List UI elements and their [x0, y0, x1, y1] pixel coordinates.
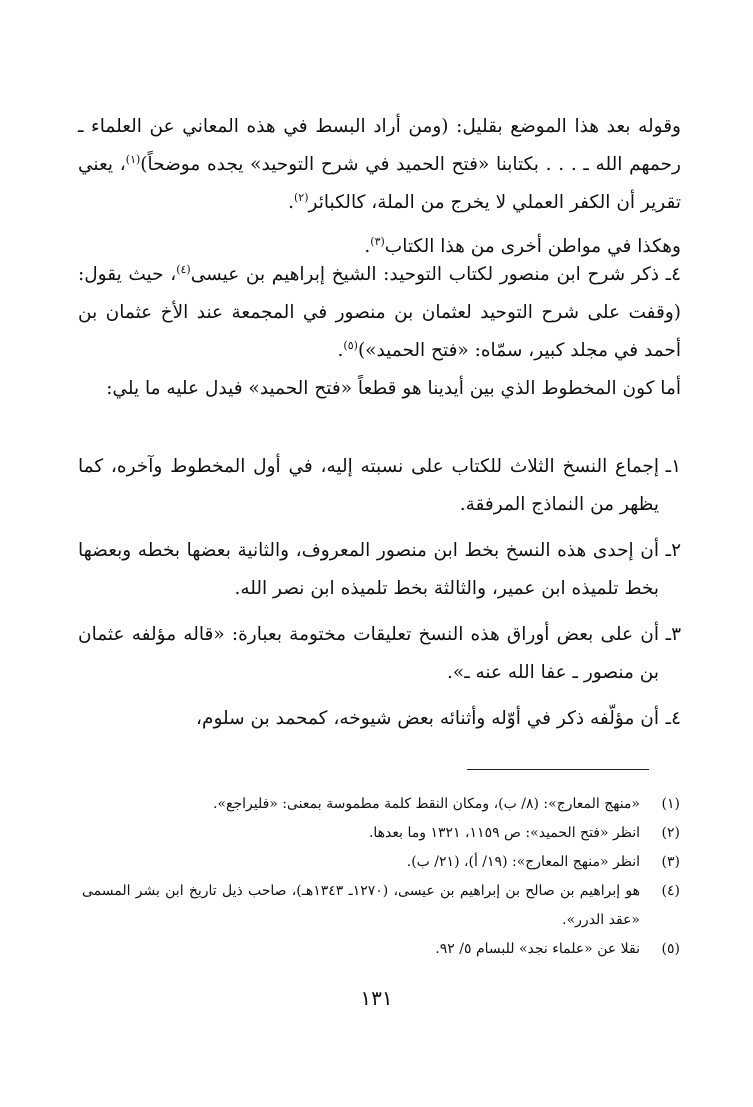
footnote	[82, 819, 680, 848]
footnote-text: انظر «منهج المعارج»: (١٩/ أ)، (٢١/ ب).	[406, 854, 640, 870]
footnotes	[82, 790, 680, 964]
list-item	[78, 532, 681, 608]
footnote-ref[interactable]: (٣)	[370, 234, 385, 248]
paragraph-point-4	[78, 256, 681, 370]
evidence-list	[78, 448, 681, 746]
footnote	[82, 877, 680, 935]
paragraph-text: وهكذا في مواطن أخرى من هذا الكتاب	[384, 236, 681, 257]
footnote-number: (٥)	[661, 941, 680, 957]
footnote-text: «منهج المعارج»: (٨/ ب)، ومكان النقط كلمة مطموسة بمعنى: «فليراجع».	[212, 796, 640, 812]
list-item-text: إجماع النسخ الثلاث للكتاب على نسبته إليه، في أول المخطوط وآخره، كما يظهر من النماذج المرفقة.	[78, 456, 659, 515]
list-item	[78, 616, 681, 692]
paragraph-text: ، حيث يقول: (وقفت على شرح التوحيد لعثمان بن منصور في المجمعة عند الأخ عثمان بن أحمد في مجلد كبير، سمّاه: «فتح الحميد»)	[78, 264, 681, 361]
footnote-number: (٤)	[661, 883, 680, 899]
paragraph-text: ، يعني تقرير أن الكفر العملي لا يخرج من الملة، كالكبائر	[78, 154, 681, 213]
footnote-number: (٢)	[661, 825, 680, 841]
paragraph-text: .	[288, 192, 294, 213]
page-number: ١٣١	[360, 986, 393, 1010]
footnote-divider	[467, 769, 649, 770]
footnote	[82, 848, 680, 877]
paragraph-text: .	[337, 340, 344, 361]
list-number: ٢ـ	[665, 540, 681, 561]
footnote	[82, 790, 680, 819]
footnote-number: (٣)	[661, 854, 680, 870]
paragraph-evidence-intro	[78, 370, 681, 408]
list-item	[78, 700, 681, 738]
footnote-number: (١)	[661, 796, 680, 812]
footnote-ref[interactable]: (٢)	[294, 190, 309, 204]
paragraph-text: وقوله بعد هذا الموضع بقليل: (ومن أراد البسط في هذه المعاني عن العلماء ـ رحمهم الله ـ . . . بكتابنا «فتح الحميد في شرح التوحيد» يجده موضحاً)	[78, 116, 681, 175]
footnote-text: انظر «فتح الحميد»: ص ١١٥٩، ١٣٢١ وما بعدها.	[368, 825, 640, 841]
footnote-text: هو إبراهيم بن صالح بن إبراهيم بن عيسى، (١٢٧٠ـ ١٣٤٣هـ)، صاحب ذيل تاريخ ابن بشر المسمى «عقد الدرر».	[82, 883, 640, 928]
footnote-ref[interactable]: (١)	[125, 152, 141, 166]
footnote-text: نقلا عن «علماء نجد» للبسام ٥/ ٩٢.	[435, 941, 640, 957]
paragraph-text: .	[364, 236, 371, 257]
footnote-ref[interactable]: (٥)	[343, 338, 358, 352]
list-number: ٣ـ	[665, 624, 681, 645]
list-item	[78, 448, 681, 524]
footnote	[82, 935, 680, 964]
list-number: ٤ـ	[665, 708, 681, 729]
footnote-ref[interactable]: (٤)	[176, 262, 191, 276]
paragraph-text: ٤ـ ذكر شرح ابن منصور لكتاب التوحيد: الشيخ إبراهيم بن عيسى	[190, 264, 682, 285]
list-item-text: أن مؤلّفه ذكر في أوّله وأثنائه بعض شيوخه، كمحمد بن سلوم،	[196, 708, 659, 729]
list-number: ١ـ	[665, 456, 681, 477]
list-item-text: أن على بعض أوراق هذه النسخ تعليقات مختومة بعبارة: «قاله مؤلفه عثمان بن منصور ـ عفا الله عنه ـ».	[78, 624, 659, 683]
paragraph-text: أما كون المخطوط الذي بين أيدينا هو قطعاً «فتح الحميد» فيدل عليه ما يلي:	[106, 378, 681, 399]
list-item-text: أن إحدى هذه النسخ بخط ابن منصور المعروف، والثانية بعضها بخطه وبعضها بخط تلميذه ابن عمير، والثالثة بخط تلميذه ابن نصر الله.	[78, 540, 659, 599]
paragraph-quote	[78, 108, 681, 222]
